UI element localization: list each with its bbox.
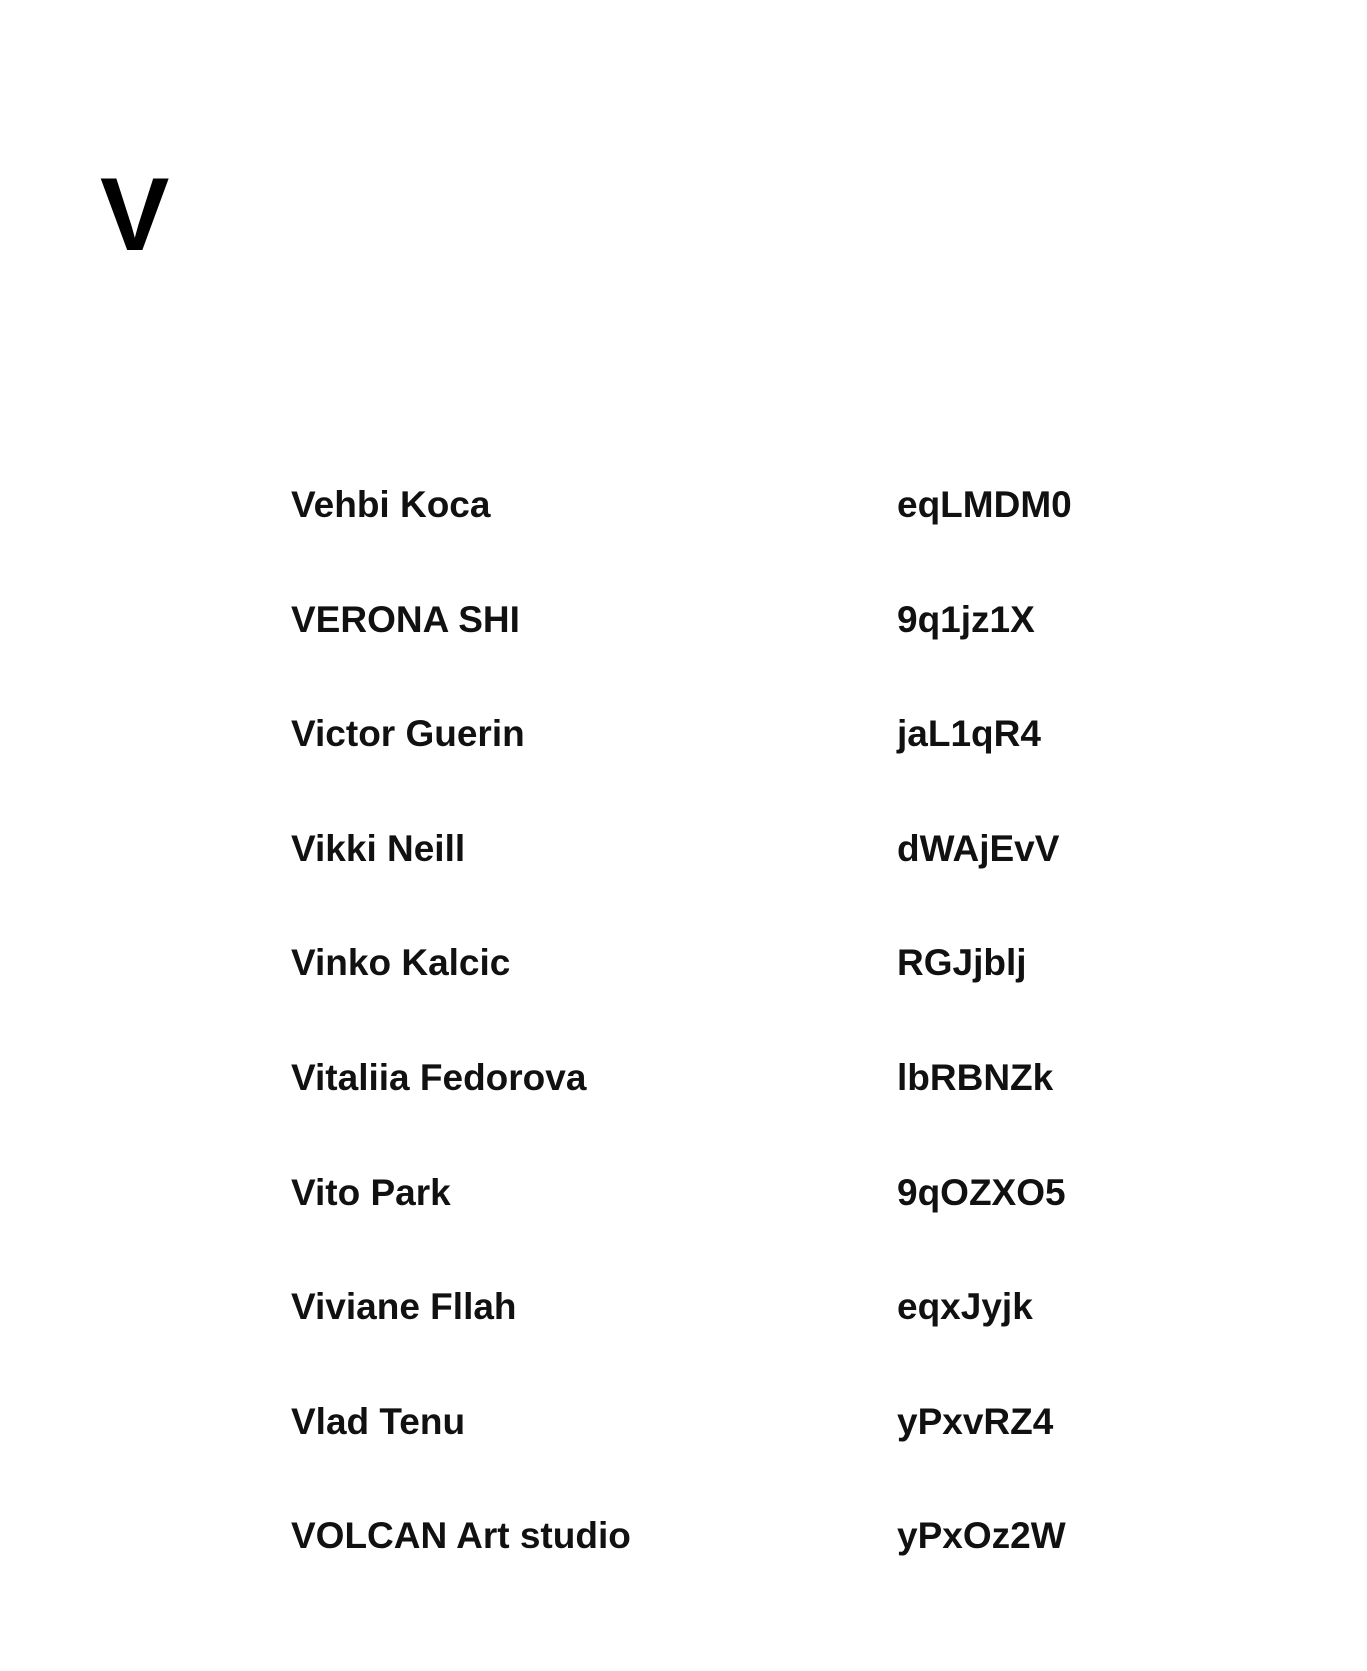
entry-name-link[interactable]: Viviane Fllah <box>291 1286 517 1328</box>
entry-name-link[interactable]: Vito Park <box>291 1171 451 1213</box>
section-letter-heading: V <box>100 157 170 273</box>
entry-code-link[interactable]: 9q1jz1X <box>897 598 1035 640</box>
entry-row <box>291 1056 1191 1171</box>
entry-code-link[interactable]: RGJjblj <box>897 942 1027 984</box>
entry-name-link[interactable]: Vinko Kalcic <box>291 942 511 984</box>
entry-name-link[interactable]: VERONA SHI <box>291 598 520 640</box>
entry-name-link[interactable]: Vlad Tenu <box>291 1400 466 1442</box>
entry-code-link[interactable]: jaL1qR4 <box>897 713 1041 755</box>
entry-code-link[interactable]: yPxOz2W <box>897 1515 1066 1557</box>
entry-code-link[interactable]: yPxvRZ4 <box>897 1400 1054 1442</box>
entry-row <box>291 1514 1191 1629</box>
entry-row <box>291 1171 1191 1286</box>
entry-name-link[interactable]: VOLCAN Art studio <box>291 1515 631 1557</box>
entry-row <box>291 483 1191 598</box>
entry-name-link[interactable]: Vikki Neill <box>291 827 466 869</box>
entry-code-link[interactable]: 9qOZXO5 <box>897 1171 1066 1213</box>
entry-name-link[interactable]: Victor Guerin <box>291 713 525 755</box>
entry-row <box>291 827 1191 942</box>
entry-code-link[interactable]: eqLMDM0 <box>897 484 1072 525</box>
entry-code-link[interactable]: lbRBNZk <box>897 1056 1054 1098</box>
entry-row <box>291 598 1191 713</box>
entry-name-link[interactable]: Vehbi Koca <box>291 484 491 525</box>
entry-row <box>291 712 1191 827</box>
entry-name-link[interactable]: Vitaliia Fedorova <box>291 1056 587 1098</box>
entry-list <box>291 483 1191 1629</box>
entry-row <box>291 1400 1191 1515</box>
entry-row <box>291 1285 1191 1400</box>
entry-row <box>291 941 1191 1056</box>
entry-code-link[interactable]: eqxJyjk <box>897 1286 1033 1328</box>
entry-code-link[interactable]: dWAjEvV <box>897 827 1060 869</box>
